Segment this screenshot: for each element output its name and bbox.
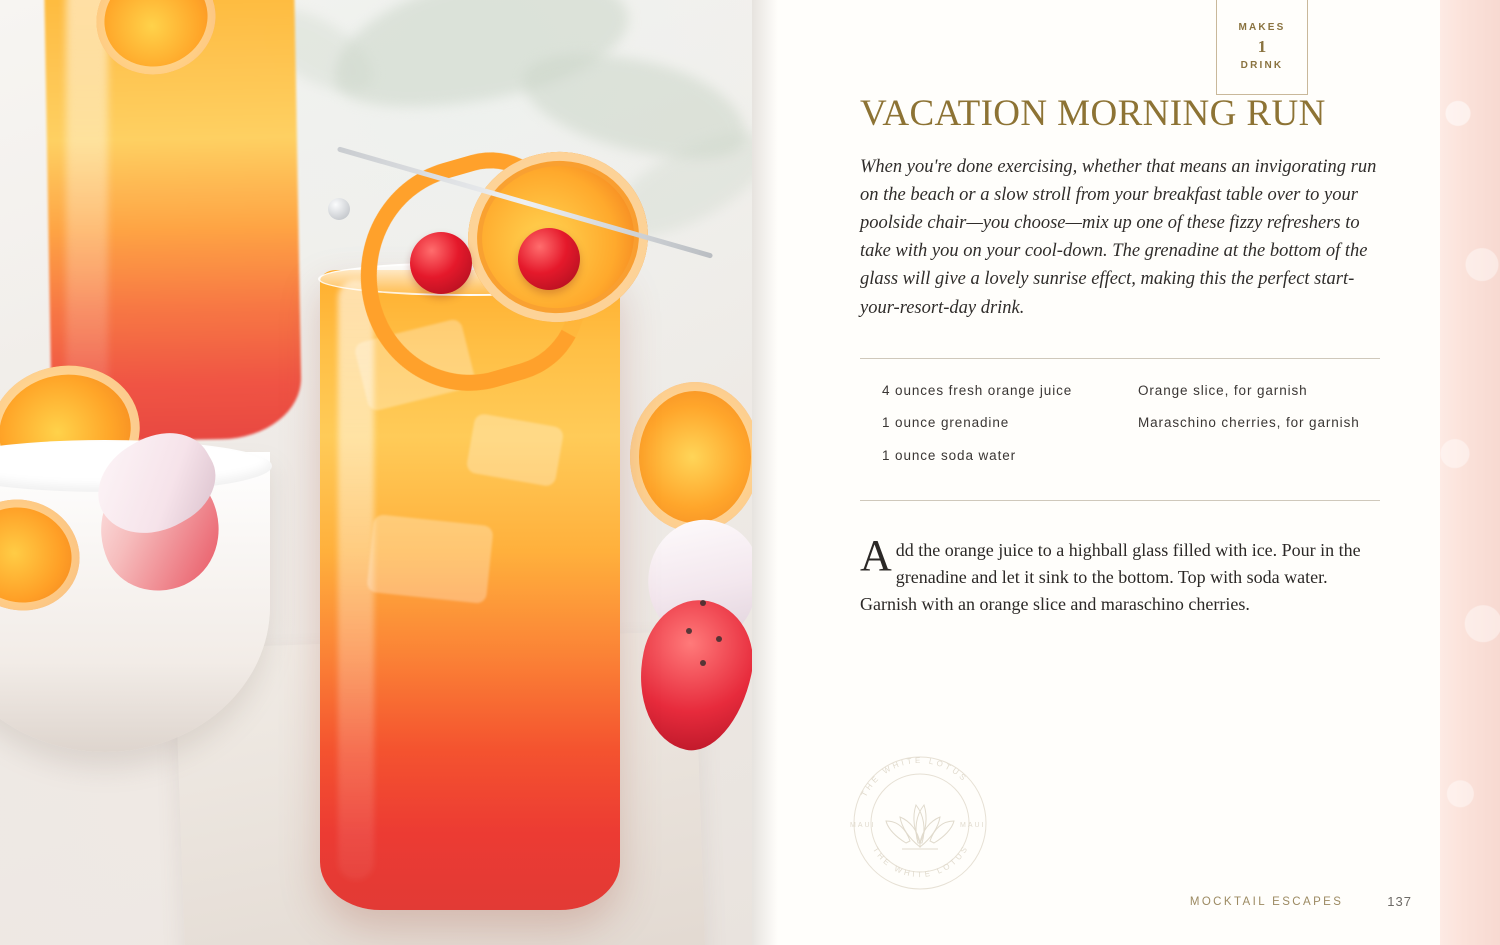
svg-text:MAUI: MAUI [960,822,986,829]
list-item: Maraschino cherries, for garnish [1138,415,1360,431]
svg-text:THE WHITE LOTUS: THE WHITE LOTUS [870,843,971,880]
glass-highlight [66,0,108,410]
recipe-text-page [752,0,1500,945]
method-text: dd the orange juice to a highball glass filled with ice. Pour in the grenadine and let it sink to the bottom. Top with soda water. Garnish with an orange slice and maraschino cherries. [860,540,1361,615]
list-item: 1 ounce grenadine [882,415,1010,431]
white-lotus-seal-watermark [840,743,1000,903]
cocktail-pick-tip [328,198,350,220]
makes-badge [1216,0,1308,95]
makes-label: MAKES [1238,22,1286,33]
method-dropcap: A [860,531,892,581]
divider-bottom [860,500,1380,501]
makes-count: 1 [1257,37,1267,56]
maraschino-cherry [518,228,580,290]
ingredients-column-left [882,381,1110,479]
recipe-content [860,92,1380,618]
svg-text:MAUI: MAUI [850,822,876,829]
page-edge-decoration [1440,0,1500,945]
page-gutter-shadow [752,0,778,945]
dragonfruit-seed [700,600,706,606]
page-title: VACATION MORNING RUN [860,93,1326,134]
dragonfruit-seed [700,660,706,666]
makes-unit: DRINK [1240,60,1284,71]
recipe-method [860,531,1380,618]
ingredients-column-right [1138,381,1366,479]
list-item: Orange slice, for garnish [1138,382,1308,398]
recipe-intro: When you're done exercising, whether that means an invigorating run on the beach or a slow stroll from your breakfast table over to your poolside chair—you choose—mix up one of these fizzy refreshers to take with you on your cool-down. The grenadine at the bottom of the glass will give a lovely sunrise effect, making this the perfect start-your-resort-day drink. [860,157,1377,318]
page-number: 137 [1387,894,1412,909]
list-item: 1 ounce soda water [882,447,1017,463]
orange-half-right [630,382,752,532]
ingredients-list [860,359,1380,501]
svg-text:THE WHITE LOTUS: THE WHITE LOTUS [859,755,970,799]
dragonfruit-seed [716,636,722,642]
ice-cube [366,514,493,604]
footer-chapter-name: MOCKTAIL ESCAPES [1189,895,1344,908]
page-footer [752,894,1440,909]
list-item: 4 ounces fresh orange juice [882,382,1073,398]
dragonfruit-seed [686,628,692,634]
maraschino-cherry [410,232,472,294]
